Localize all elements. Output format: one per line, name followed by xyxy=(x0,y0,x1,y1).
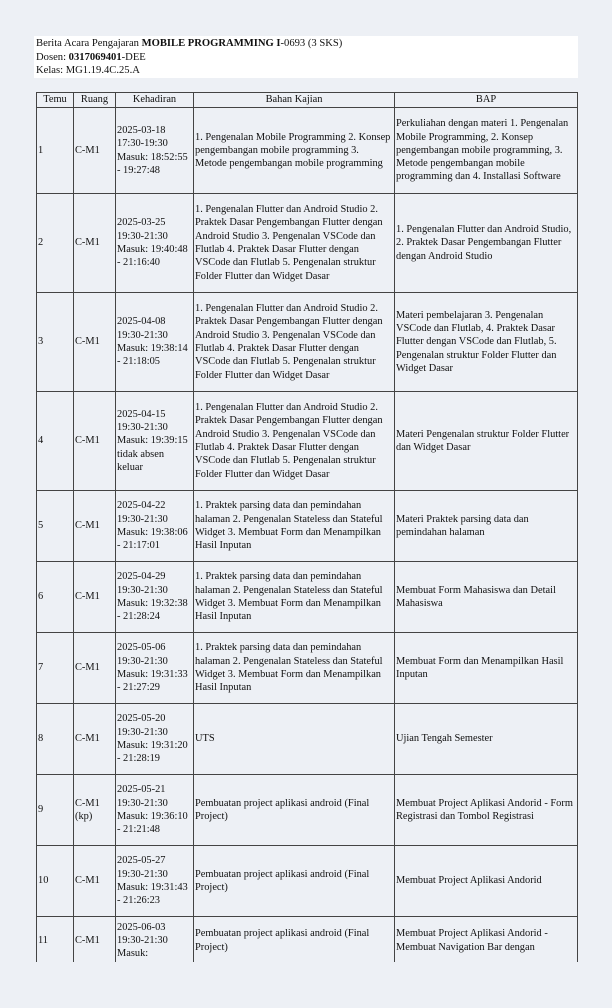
table-row xyxy=(37,293,578,392)
table-row xyxy=(37,108,578,194)
cell-ruang: C-M1 xyxy=(74,491,116,562)
cell-temu: 4 xyxy=(37,392,74,491)
course-name: MOBILE PROGRAMMING I xyxy=(141,38,281,49)
cell-kehadiran: 2025-04-29 19:30-21:30 Masuk: 19:32:38 - 21:28:24 xyxy=(116,562,194,633)
cell-bap: Materi Pengenalan struktur Folder Flutter dan Widget Dasar xyxy=(395,392,578,491)
cell-bahan-kajian: 1. Pengenalan Mobile Programming 2. Konsep pengembangan mobile programming 3. Metode pengembangan mobile programming xyxy=(194,108,395,194)
column-header-temu: Temu xyxy=(37,93,74,108)
cell-bahan-kajian: 1. Praktek parsing data dan pemindahan halaman 2. Pengenalan Stateless dan Stateful Widget 3. Membuat Form dan Menampilkan Hasil Inputan xyxy=(194,491,395,562)
page-bottom-margin xyxy=(0,962,612,1008)
cell-bap: 1. Pengenalan Flutter dan Android Studio, 2. Praktek Dasar Pengembangan Flutter dengan Android Studio xyxy=(395,194,578,293)
cell-bahan-kajian: UTS xyxy=(194,704,395,775)
cell-temu: 10 xyxy=(37,846,74,917)
cell-kehadiran: 2025-05-06 19:30-21:30 Masuk: 19:31:33 - 21:27:29 xyxy=(116,633,194,704)
cell-ruang: C-M1 xyxy=(74,917,116,965)
cell-kehadiran: 2025-04-15 19:30-21:30 Masuk: 19:39:15 tidak absen keluar xyxy=(116,392,194,491)
table-header-row xyxy=(37,93,578,108)
cell-temu: 3 xyxy=(37,293,74,392)
title-line xyxy=(36,37,578,51)
table-row xyxy=(37,562,578,633)
cell-bahan-kajian: 1. Praktek parsing data dan pemindahan halaman 2. Pengenalan Stateless dan Stateful Widget 3. Membuat Form dan Menampilkan Hasil Inputan xyxy=(194,633,395,704)
dosen-line xyxy=(36,51,578,65)
cell-bap: Membuat Project Aplikasi Andorid - Form Registrasi dan Tombol Registrasi xyxy=(395,775,578,846)
cell-temu: 11 xyxy=(37,917,74,965)
cell-bap: Materi pembelajaran 3. Pengenalan VSCode dan Flutlab, 4. Praktek Dasar Flutter dengan VSCode dan Flutlab, 5. Pengenalan struktur Folder Flutter dan Widget Dasar xyxy=(395,293,578,392)
cell-kehadiran: 2025-03-25 19:30-21:30 Masuk: 19:40:48 - 21:16:40 xyxy=(116,194,194,293)
dosen-suffix: -DEE xyxy=(121,51,146,63)
cell-bahan-kajian: 1. Pengenalan Flutter dan Android Studio 2. Praktek Dasar Pengembangan Flutter dengan Android Studio 3. Pengenalan VSCode dan Flutlab 4. Praktek Dasar Flutter dengan VSCode dan Flutlab 5. Pengenalan struktur Folder Flutter dan Widget Dasar xyxy=(194,392,395,491)
table-row xyxy=(37,775,578,846)
table-row xyxy=(37,846,578,917)
column-header-ruang: Ruang xyxy=(74,93,116,108)
cell-kehadiran: 2025-05-27 19:30-21:30 Masuk: 19:31:43 - 21:26:23 xyxy=(116,846,194,917)
cell-bap: Perkuliahan dengan materi 1. Pengenalan Mobile Programming, 2. Konsep pengembangan mobile programming, 3. Metode pengembangan mobile programming dan 4. Installasi Software xyxy=(395,108,578,194)
cell-ruang: C-M1 xyxy=(74,194,116,293)
column-header-bahan-kajian: Bahan Kajian xyxy=(194,93,395,108)
column-header-bap: BAP xyxy=(395,93,578,108)
table-row xyxy=(37,491,578,562)
cell-bap: Ujian Tengah Semester xyxy=(395,704,578,775)
cell-bap: Membuat Project Aplikasi Andorid - Membuat Navigation Bar dengan xyxy=(395,917,578,965)
cell-ruang: C-M1 xyxy=(74,704,116,775)
kelas-line: Kelas: MG1.19.4C.25.A xyxy=(36,65,140,76)
cell-ruang: C-M1 (kp) xyxy=(74,775,116,846)
cell-bap: Membuat Form dan Menampilkan Hasil Inputan xyxy=(395,633,578,704)
cell-bahan-kajian: Pembuatan project aplikasi android (Final Project) xyxy=(194,917,395,965)
cell-temu: 9 xyxy=(37,775,74,846)
cell-ruang: C-M1 xyxy=(74,392,116,491)
cell-bap: Membuat Project Aplikasi Andorid xyxy=(395,846,578,917)
dosen-id: 0317069401 xyxy=(68,51,122,63)
cell-bahan-kajian: 1. Pengenalan Flutter dan Android Studio 2. Praktek Dasar Pengembangan Flutter dengan Android Studio 3. Pengenalan VSCode dan Flutlab 4. Praktek Dasar Flutter dengan VSCode dan Flutlab 5. Pengenalan struktur Folder Flutter dan Widget Dasar xyxy=(194,293,395,392)
cell-temu: 5 xyxy=(37,491,74,562)
cell-kehadiran: 2025-04-08 19:30-21:30 Masuk: 19:38:14 - 21:18:05 xyxy=(116,293,194,392)
cell-temu: 1 xyxy=(37,108,74,194)
table-row xyxy=(37,917,578,965)
cell-temu: 2 xyxy=(37,194,74,293)
cell-ruang: C-M1 xyxy=(74,293,116,392)
column-header-kehadiran: Kehadiran xyxy=(116,93,194,108)
cell-ruang: C-M1 xyxy=(74,108,116,194)
cell-bahan-kajian: 1. Pengenalan Flutter dan Android Studio 2. Praktek Dasar Pengembangan Flutter dengan Android Studio 3. Pengenalan VSCode dan Flutlab 4. Praktek Dasar Flutter dengan VSCode dan Flutlab 5. Pengenalan struktur Folder Flutter dan Widget Dasar xyxy=(194,194,395,293)
cell-bahan-kajian: Pembuatan project aplikasi android (Final Project) xyxy=(194,846,395,917)
table-row xyxy=(37,633,578,704)
cell-kehadiran: 2025-04-22 19:30-21:30 Masuk: 19:38:06 - 21:17:01 xyxy=(116,491,194,562)
cell-bahan-kajian: 1. Praktek parsing data dan pemindahan halaman 2. Pengenalan Stateless dan Stateful Widget 3. Membuat Form dan Menampilkan Hasil Inputan xyxy=(194,562,395,633)
cell-ruang: C-M1 xyxy=(74,633,116,704)
cell-kehadiran: 2025-05-20 19:30-21:30 Masuk: 19:31:20 - 21:28:19 xyxy=(116,704,194,775)
cell-temu: 8 xyxy=(37,704,74,775)
cell-kehadiran: 2025-05-21 19:30-21:30 Masuk: 19:36:10 - 21:21:48 xyxy=(116,775,194,846)
cell-bap: Materi Praktek parsing data dan pemindahan halaman xyxy=(395,491,578,562)
dosen-label: Dosen: xyxy=(36,51,69,63)
table-row xyxy=(37,194,578,293)
cell-temu: 6 xyxy=(37,562,74,633)
table-row xyxy=(37,704,578,775)
course-code: -0693 (3 SKS) xyxy=(280,38,343,49)
cell-ruang: C-M1 xyxy=(74,846,116,917)
attendance-table xyxy=(36,92,578,965)
title-prefix: Berita Acara Pengajaran xyxy=(36,38,142,49)
cell-kehadiran: 2025-06-03 19:30-21:30 Masuk: xyxy=(116,917,194,965)
cell-bahan-kajian: Pembuatan project aplikasi android (Final Project) xyxy=(194,775,395,846)
cell-kehadiran: 2025-03-18 17:30-19:30 Masuk: 18:52:55 - 19:27:48 xyxy=(116,108,194,194)
cell-bap: Membuat Form Mahasiswa dan Detail Mahasiswa xyxy=(395,562,578,633)
cell-ruang: C-M1 xyxy=(74,562,116,633)
cell-temu: 7 xyxy=(37,633,74,704)
document-header xyxy=(34,36,578,78)
table-row xyxy=(37,392,578,491)
